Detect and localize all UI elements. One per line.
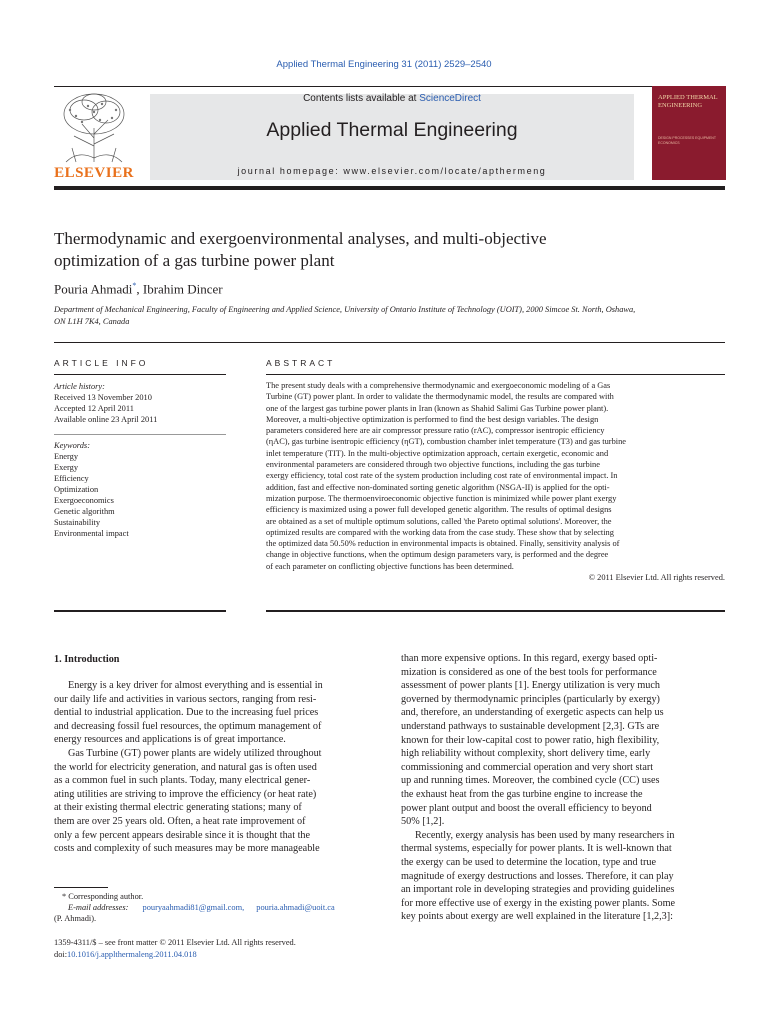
- elsevier-tree-icon: [54, 88, 134, 166]
- body-line: key points about exergy are well explained in the literature [1,2,3]:: [401, 911, 673, 923]
- footnote-author-tag: (P. Ahmadi).: [54, 914, 97, 923]
- publication-footer: [54, 937, 296, 960]
- history-label: Article history:: [54, 382, 105, 391]
- body-line: the exergy can be used to determine the location, type and true: [401, 856, 656, 868]
- body-line: mization is considered as one of the best tools for performance: [401, 666, 657, 678]
- intro-left-column: [54, 679, 379, 856]
- body-line: power plant output and boost the overall efficiency to beyond: [401, 802, 652, 814]
- body-line: as a common fuel in such plants. Today, many electrical gener-: [54, 775, 311, 787]
- email-link[interactable]: pouryaahmadi81@gmail.com,: [142, 903, 245, 912]
- info-divider: [54, 434, 226, 435]
- abstract-line: (ηAC), gas turbine isentropic efficiency (ηGT), combustion chamber inlet temperature (T3) and gas turbine: [266, 437, 627, 447]
- body-line: at their existing thermal electric generating stations; many of: [54, 802, 302, 814]
- author-name: Ibrahim Dincer: [142, 281, 223, 297]
- article-title: [54, 228, 714, 272]
- abstract-heading: ABSTRACT: [266, 358, 336, 368]
- article-info-heading: ARTICLE INFO: [54, 358, 149, 368]
- abstract-line: mization purpose. The thermoenviroeconomic objective function is minimized while power plant exergy: [266, 493, 617, 503]
- journal-citation[interactable]: Applied Thermal Engineering 31 (2011) 2529–2540: [276, 59, 492, 70]
- header-rule-top: [54, 86, 725, 87]
- body-line: the world for electricity generation, and natural gas is often used: [54, 761, 317, 773]
- info-end-rule: [54, 610, 226, 612]
- article-title-line: optimization of a gas turbine power plant: [54, 251, 335, 270]
- section-heading-introduction: 1. Introduction: [54, 654, 120, 665]
- body-line: than more expensive options. In this regard, exergy based opti-: [401, 653, 658, 664]
- body-line: governed by thermodynamic principles (particularly by exergy): [401, 693, 660, 705]
- body-line: 50% [1,2].: [401, 816, 445, 828]
- body-line: energy resources and applications is of great importance.: [54, 734, 286, 746]
- journal-cover-thumbnail[interactable]: [652, 86, 726, 180]
- keyword: Optimization: [54, 485, 99, 494]
- body-line: and decreasing fossil fuel resources, the optimum management of: [54, 720, 322, 732]
- body-line: the exhaust heat from the gas turbine engine to increase the: [401, 788, 643, 800]
- body-line: up and running times. Moreover, the combined cycle (CC) uses: [401, 775, 660, 787]
- keywords-label: Keywords:: [54, 441, 90, 450]
- corresponding-author-marker[interactable]: *: [132, 281, 137, 290]
- keyword: Genetic algorithm: [54, 507, 115, 516]
- keyword: Exergoeconomics: [54, 496, 114, 505]
- affiliation-line: ON L1H 7K4, Canada: [54, 316, 130, 326]
- abstract-line: inlet temperature (TIT). In the multi-objective optimization approach, certain exergetic, economic and: [266, 448, 609, 458]
- footnote-marker: *: [62, 892, 67, 901]
- accepted-date: Accepted 12 April 2011: [54, 404, 134, 413]
- abstract-line: efficiency is maximized using a power full developed genetic algorithm. The results of optimal designs: [266, 505, 612, 515]
- keyword: Exergy: [54, 463, 79, 472]
- abstract-line: of each parameter on conflicting objective functions has been determined.: [266, 561, 514, 571]
- abstract-line: parameters considered here are air compressor pressure ratio (rAC), compressor isentropic efficiency: [266, 426, 605, 436]
- body-line: Energy is a key driver for almost everything and is essential in: [68, 680, 323, 691]
- received-date: Received 13 November 2010: [54, 393, 152, 402]
- body-line: Gas Turbine (GT) power plants are widely utilized throughout: [68, 747, 322, 759]
- body-line: and, therefore, an understanding of exergetic aspects can help us: [401, 707, 664, 719]
- sciencedirect-link[interactable]: ScienceDirect: [419, 93, 481, 104]
- corresponding-author-footnote: [54, 891, 379, 924]
- abstract-end-rule: [266, 610, 725, 612]
- cover-subtitle: DESIGN PROCESSES EQUIPMENT ECONOMICS: [658, 136, 716, 145]
- abstract-line: Turbine (GT) power plant. In order to validate the thermodynamic model, the results are compared with: [266, 392, 614, 402]
- body-line: dential to industrial application. Due to the increasing fuel prices: [54, 707, 319, 719]
- author-affiliation: [54, 304, 724, 327]
- email-label: E-mail addresses:: [68, 903, 129, 912]
- body-line: assessment of power plants [1]. Energy utilization is very much: [401, 680, 660, 692]
- abstract-line: The present study deals with a comprehensive thermodynamic and exergoeconomic modeling of a Gas: [266, 381, 611, 390]
- abstract-line: environmental parameters are considered through two objective functions, including the gas turbine: [266, 460, 600, 470]
- elsevier-logo[interactable]: [54, 88, 134, 182]
- doi-link[interactable]: 10.1016/j.applthermaleng.2011.04.018: [67, 949, 197, 959]
- journal-homepage-link[interactable]: journal homepage: www.elsevier.com/locate/apthermeng: [237, 166, 547, 176]
- body-line: Recently, exergy analysis has been used by many researchers in: [415, 829, 675, 841]
- elsevier-wordmark: ELSEVIER: [54, 165, 134, 181]
- body-line: magnitude of exergy destructions and losses. Therefore, it can play: [401, 870, 674, 882]
- abstract-line: change in objective functions, when the optimum design parameters vary, is performed and the degree: [266, 550, 609, 560]
- doi-prefix: doi:: [54, 949, 68, 959]
- abstract-line: Moreover, a multi-objective optimization is performed to find the best design variables. The design: [266, 414, 599, 424]
- abstract-line: are obtained as a set of multiple optimum solutions, called 'the Pareto optimal solutions'. Moreover, the: [266, 516, 612, 526]
- author-separator: ,: [136, 281, 143, 297]
- online-date: Available online 23 April 2011: [54, 415, 158, 424]
- keyword: Energy: [54, 452, 79, 461]
- intro-right-column: [401, 652, 725, 924]
- body-line: thermal systems, especially for power plants. It is well-known that: [401, 843, 672, 855]
- footnote-rule: [54, 887, 108, 888]
- body-line: our daily life and activities in various sectors, ranging from resi-: [54, 693, 317, 705]
- cover-title: APPLIED THERMAL ENGINEERING: [658, 94, 718, 109]
- abstract-line: exergy efficiency, total cost rate of the system production including cost rate of environmental impact. In: [266, 471, 618, 481]
- abstract-rule: [266, 374, 725, 375]
- author-name: Pouria Ahmadi: [54, 281, 133, 297]
- abstract-line: the optimized data 50.50% reduction in environmental impacts is obtained. Finally, sensitivity analysis of: [266, 539, 620, 549]
- email-link[interactable]: pouria.ahmadi@uoit.ca: [256, 903, 335, 912]
- article-title-line: Thermodynamic and exergoenvironmental analyses, and multi-objective: [54, 229, 547, 248]
- body-line: for more effective use of exergy in the existing power plants. Some: [401, 897, 676, 909]
- journal-name: Applied Thermal Engineering: [266, 119, 518, 141]
- body-line: ating utilities are striving to improve the efficiency (or heat rate): [54, 788, 317, 800]
- keyword: Sustainability: [54, 518, 101, 527]
- article-history: [54, 381, 226, 425]
- header-rule-bottom: [54, 186, 725, 190]
- contents-line: [150, 93, 634, 104]
- body-line: an important role in developing strategies and providing guidelines: [401, 884, 675, 896]
- affiliation-line: Department of Mechanical Engineering, Faculty of Engineering and Applied Science, University of Ontario Institute of Technology (UOIT), 2000 Simcoe St. North, Oshawa,: [54, 305, 636, 314]
- body-line: commissioning and commercial operation and very short start: [401, 761, 654, 773]
- body-line: known for their low-capital cost to power ratio, high flexibility,: [401, 734, 660, 746]
- keyword: Efficiency: [54, 474, 89, 483]
- body-line: costs and complexity of such measures may be more manageable: [54, 843, 320, 855]
- abstract-line: one of the largest gas turbine power plants in Iran (known as Shahid Salimi Gas Turbine power plant).: [266, 403, 609, 413]
- footnote-text: Corresponding author.: [68, 892, 144, 901]
- issn-line: 1359-4311/$ – see front matter © 2011 Elsevier Ltd. All rights reserved.: [54, 938, 296, 947]
- abstract-copyright: © 2011 Elsevier Ltd. All rights reserved.: [588, 573, 725, 583]
- abstract-body: [266, 380, 725, 583]
- abstract-line: addition, fast and effective non-dominated sorting genetic algorithm (NSGA-II) is applied for the opti-: [266, 482, 610, 492]
- abstract-line: optimized results are compared with the working data from the case study. These show that by selecting: [266, 527, 614, 537]
- body-line: high reliability without complexity, short delivery time, early: [401, 748, 651, 760]
- keywords-block: [54, 440, 226, 539]
- body-line: understand pathways to sustainable development [2,3]. GTs are: [401, 720, 660, 732]
- body-line: them are over 25 years old. Often, a heat rate improvement of: [54, 815, 306, 827]
- body-line: only a few percent appears desirable since it is thought that the: [54, 829, 311, 841]
- author-list: [54, 281, 223, 297]
- keyword: Environmental impact: [54, 529, 129, 538]
- contents-prefix: Contents lists available at: [303, 93, 420, 104]
- section-rule: [54, 342, 725, 343]
- info-rule: [54, 374, 226, 375]
